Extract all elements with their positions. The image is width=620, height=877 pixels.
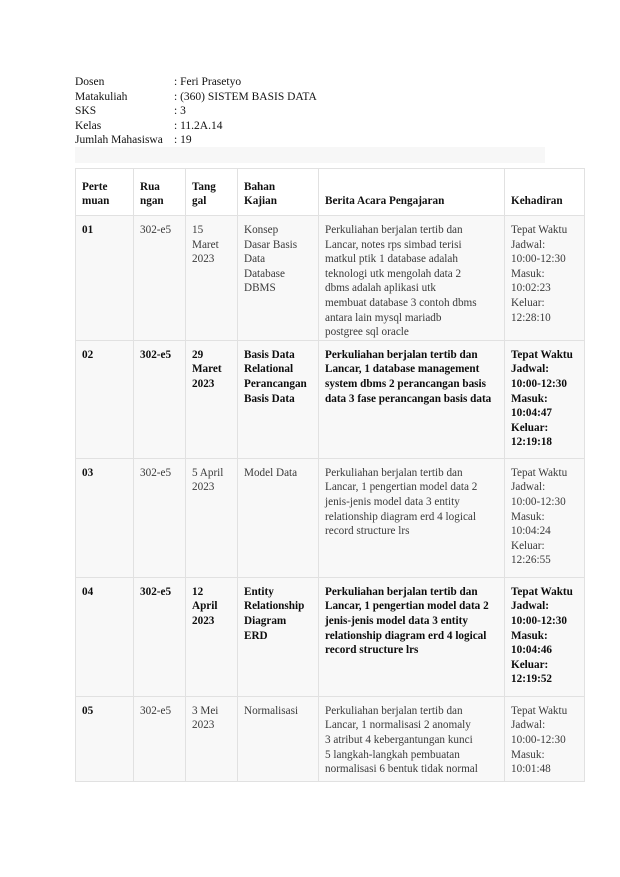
header-kehadiran: Kehadiran: [505, 169, 585, 216]
cell-berita-acara: Perkuliahan berjalan tertib dan Lancar, 1 pengertian model data 2 jenis-jenis model data 3 entity relationship diagram erd 4 logical record structure lrs: [319, 577, 505, 696]
header-bahan-kajian: Bahan Kajian: [238, 169, 319, 216]
table-row: [76, 577, 585, 696]
cell-tanggal: 5 April 2023: [186, 458, 238, 577]
cell-tanggal: 15 Maret 2023: [186, 216, 238, 341]
header-berita-acara: Berita Acara Pengajaran: [319, 169, 505, 216]
cell-berita-acara: Perkuliahan berjalan tertib dan Lancar, 1 pengertian model data 2 jenis-jenis model data 3 entity relationship diagram erd 4 logical record structure lrs: [319, 458, 505, 577]
cell-kehadiran: Tepat Waktu Jadwal: 10:00-12:30 Masuk: 10:04:47 Keluar: 12:19:18: [505, 340, 585, 458]
course-info: [75, 75, 317, 148]
cell-ruangan: 302-e5: [134, 216, 186, 341]
info-row-dosen: [75, 75, 317, 90]
cell-bahan-kajian: Basis Data Relational Perancangan Basis Data: [238, 340, 319, 458]
berita-acara-table: [75, 168, 585, 782]
header-tanggal: Tang gal: [186, 169, 238, 216]
divider-band: [75, 147, 545, 163]
table-row: [76, 696, 585, 781]
cell-berita-acara: Perkuliahan berjalan tertib dan Lancar, 1 database management system dbms 2 perancangan basis data 3 fase perancangan basis data: [319, 340, 505, 458]
cell-bahan-kajian: Model Data: [238, 458, 319, 577]
cell-ruangan: 302-e5: [134, 458, 186, 577]
dosen-value: : Feri Prasetyo: [174, 76, 242, 88]
table-row: [76, 340, 585, 458]
cell-kehadiran: Tepat Waktu Jadwal: 10:00-12:30 Masuk: 10:04:46 Keluar: 12:19:52: [505, 577, 585, 696]
kelas-value: : 11.2A.14: [174, 119, 223, 132]
cell-pertemuan: 05: [76, 696, 134, 781]
cell-tanggal: 29 Maret 2023: [186, 340, 238, 458]
info-row-matakuliah: [75, 90, 317, 105]
cell-pertemuan: 04: [76, 577, 134, 696]
jumlah-mahasiswa-label: Jumlah Mahasiswa: [75, 134, 163, 147]
jumlah-mahasiswa-value: : 19: [174, 134, 192, 147]
header-ruangan: Rua ngan: [134, 169, 186, 216]
info-row-kelas: [75, 119, 317, 134]
cell-ruangan: 302-e5: [134, 696, 186, 781]
cell-pertemuan: 03: [76, 458, 134, 577]
sks-label: SKS: [75, 105, 97, 118]
table-row: [76, 458, 585, 577]
cell-tanggal: 12 April 2023: [186, 577, 238, 696]
cell-bahan-kajian: Entity Relationship Diagram ERD: [238, 577, 319, 696]
table-row: [76, 216, 585, 341]
info-row-jumlah: [75, 133, 317, 148]
cell-kehadiran: Tepat Waktu Jadwal: 10:00-12:30 Masuk: 10:01:48: [505, 696, 585, 781]
matakuliah-value: : (360) SISTEM BASIS DATA: [174, 90, 317, 103]
cell-bahan-kajian: Konsep Dasar Basis Data Database DBMS: [238, 216, 319, 341]
cell-berita-acara: Perkuliahan berjalan tertib dan Lancar, notes rps simbad terisi matkul ptik 1 database adalah teknologi utk mengolah data 2 dbms adalah aplikasi utk membuat database 3 contoh dbms antara lain mysql mariadb postgree sql oracle: [319, 216, 505, 341]
cell-bahan-kajian: Normalisasi: [238, 696, 319, 781]
matakuliah-label: Matakuliah: [75, 90, 128, 103]
cell-tanggal: 3 Mei 2023: [186, 696, 238, 781]
cell-pertemuan: 02: [76, 340, 134, 458]
cell-berita-acara: Perkuliahan berjalan tertib dan Lancar, 1 normalisasi 2 anomaly 3 atribut 4 kebergantungan kunci 5 langkah-langkah pembuatan normalisasi 6 bentuk tidak normal: [319, 696, 505, 781]
sks-value: : 3: [174, 105, 186, 118]
cell-kehadiran: Tepat Waktu Jadwal: 10:00-12:30 Masuk: 10:02:23 Keluar: 12:28:10: [505, 216, 585, 341]
kelas-label: Kelas: [75, 119, 102, 132]
cell-pertemuan: 01: [76, 216, 134, 341]
dosen-label: Dosen: [75, 76, 105, 88]
cell-ruangan: 302-e5: [134, 577, 186, 696]
info-row-sks: [75, 104, 317, 119]
cell-ruangan: 302-e5: [134, 340, 186, 458]
cell-kehadiran: Tepat Waktu Jadwal: 10:00-12:30 Masuk: 10:04:24 Keluar: 12:26:55: [505, 458, 585, 577]
header-pertemuan: Perte muan: [76, 169, 134, 216]
table-header-row: [76, 169, 585, 216]
